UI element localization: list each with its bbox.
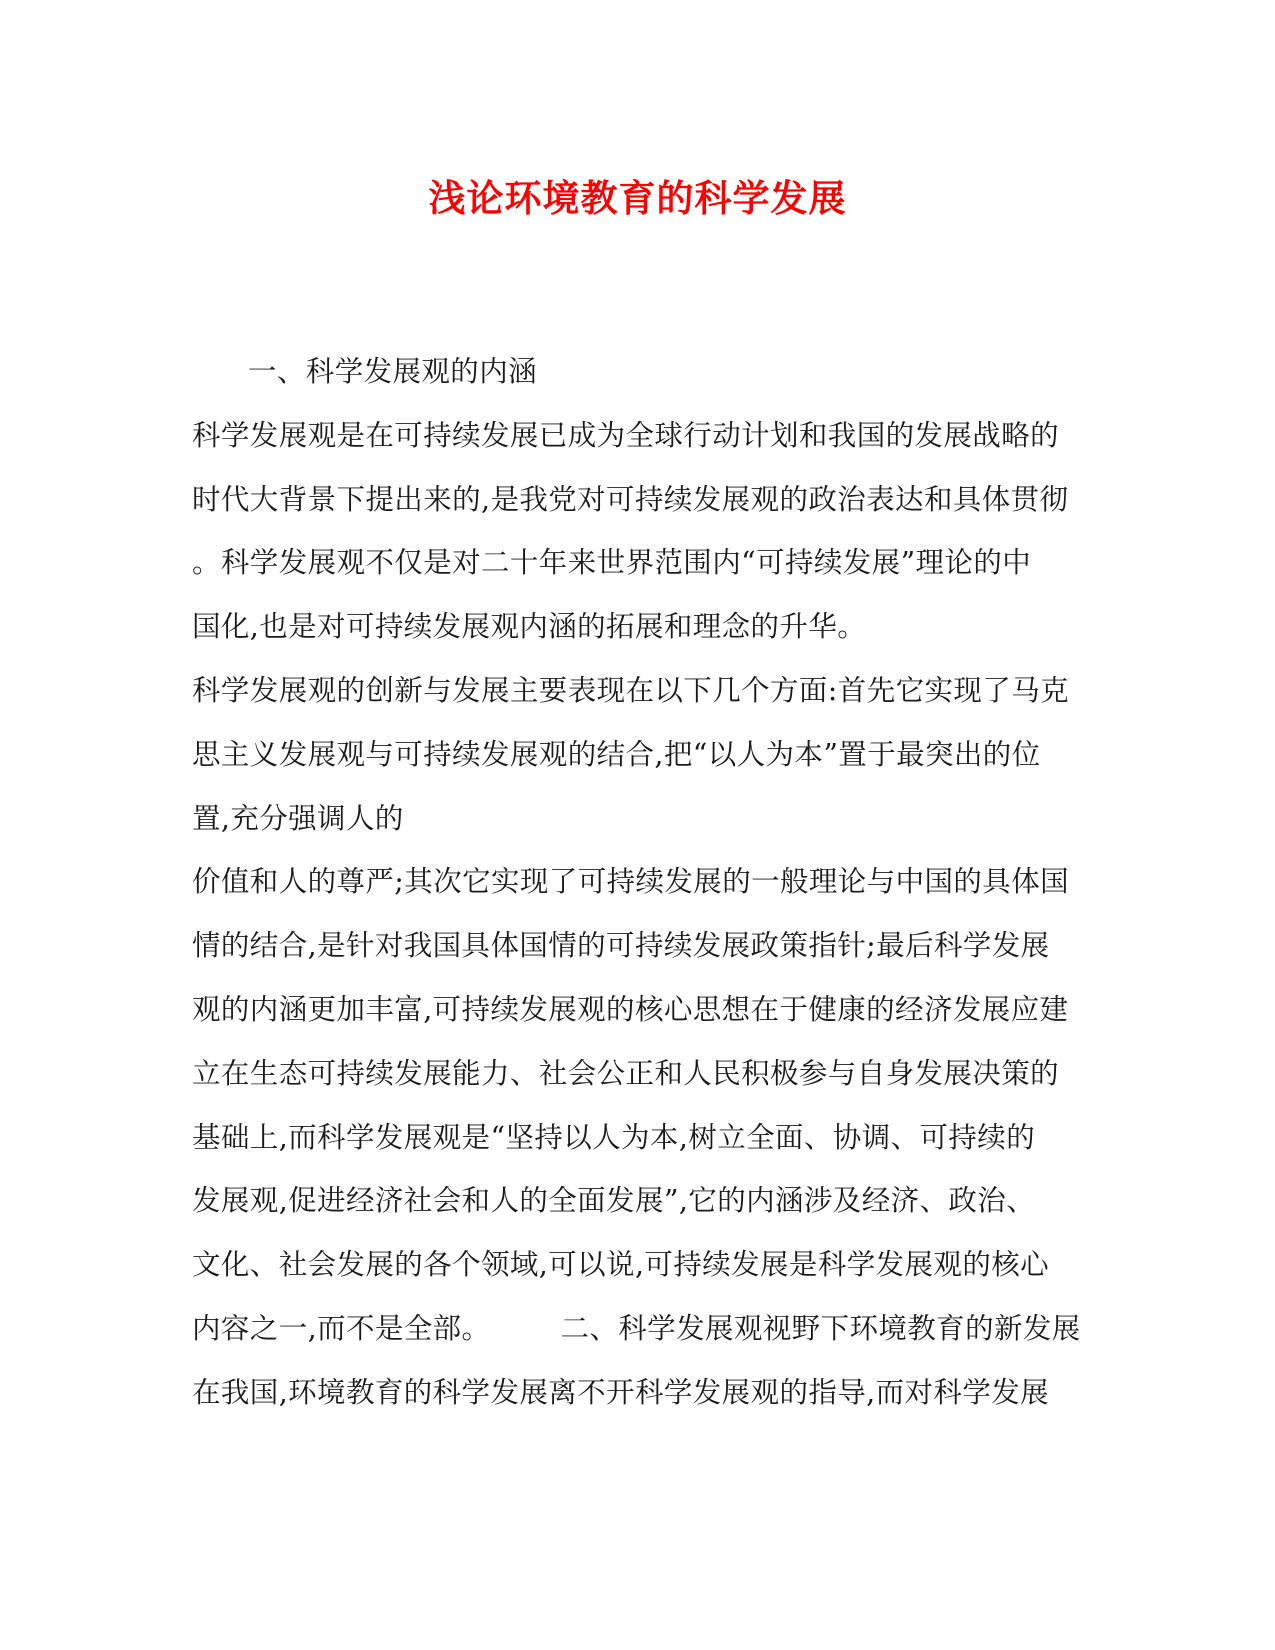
paragraph-line: 观的内涵更加丰富,可持续发展观的核心思想在于健康的经济发展应建 [192,992,1069,1026]
paragraph-line-with-heading [192,1309,1082,1373]
paragraph-line: 在我国,环境教育的科学发展离不开科学发展观的指导,而对科学发展 [192,1375,1050,1409]
document-body [192,352,1082,1437]
paragraph-line: 国化,也是对可持续发展观内涵的拓展和理念的升华。 [192,610,867,644]
paragraph-line: 科学发展观是在可持续发展已成为全球行动计划和我国的发展战略的 [192,418,1060,452]
document-title: 浅论环境教育的科学发展 [428,176,847,220]
paragraph-line: 基础上,而科学发展观是“坚持以人为本,树立全面、协调、可持续的 [192,1120,1036,1154]
paragraph-line: 内容之一,而不是全部。 [192,1311,491,1345]
paragraph-line: 时代大背景下提出来的,是我党对可持续发展观的政治表达和具体贯彻 [192,482,1069,516]
paragraph-line: 思主义发展观与可持续发展观的结合,把“以人为本”置于最突出的位 [192,737,1041,771]
paragraph-line: 价值和人的尊严;其次它实现了可持续发展的一般理论与中国的具体国 [192,865,1070,899]
paragraph-line: 情的结合,是针对我国具体国情的可持续发展政策指针;最后科学发展 [192,929,1050,963]
paragraph-line: 文化、社会发展的各个领域,可以说,可持续发展是科学发展观的核心 [192,1248,1050,1282]
paragraph-line: 置,充分强调人的 [192,801,404,835]
paragraph-line: 科学发展观的创新与发展主要表现在以下几个方面:首先它实现了马克 [192,673,1070,707]
paragraph-line: 。科学发展观不仅是对二十年来世界范围内“可持续发展”理论的中 [192,546,1032,580]
paragraph-line: 立在生态可持续发展能力、社会公正和人民积极参与自身发展决策的 [192,1056,1060,1090]
paragraph-line: 发展观,促进经济社会和人的全面发展”,它的内涵涉及经济、政治、 [192,1184,1036,1218]
section-heading-2: 二、科学发展观视野下环境教育的新发展 [560,1311,1081,1345]
section-heading-1: 一、科学发展观的内涵 [248,355,538,388]
